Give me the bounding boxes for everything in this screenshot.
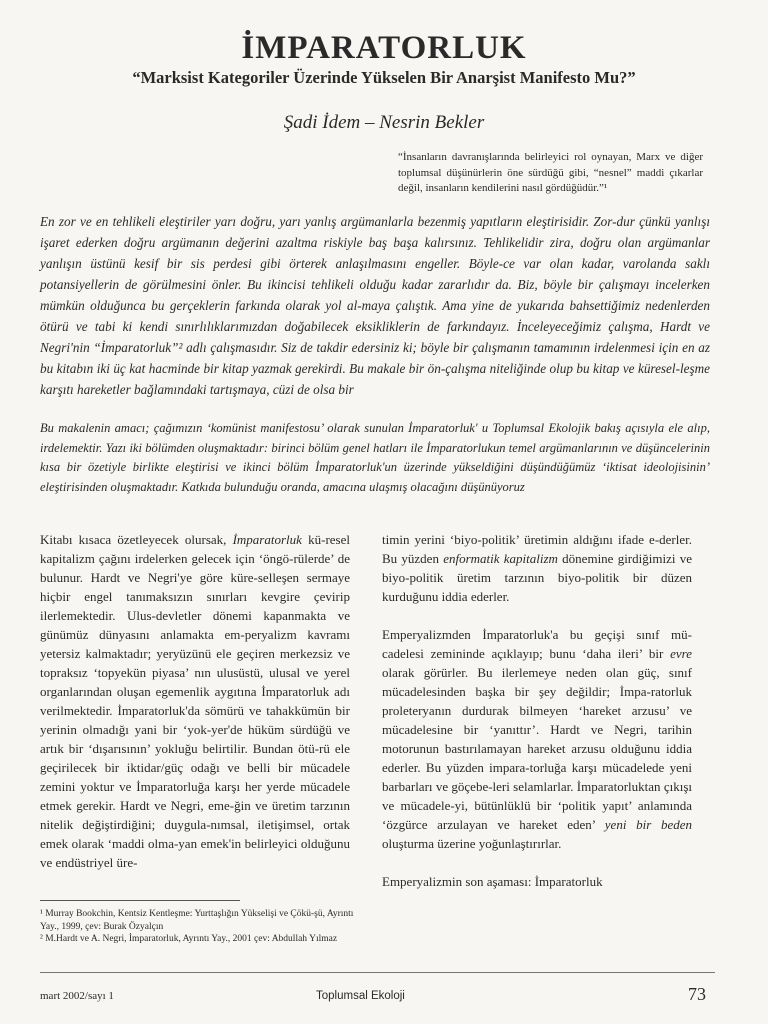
footnote-divider (40, 900, 240, 901)
journal-name: Toplumsal Ekoloji (316, 990, 405, 1002)
right-paragraph-1: timin yerini ‘biyo-politik’ üretimin aldığını ifade e-derler. Bu yüzden enformatik kapitalizm dönemine girdiğimizi ve biyo-politik üretim tarzının biyo-politik bir düzen kurduğunu iddia ederler. (382, 532, 692, 604)
right-paragraph-2: Emperyalizmden İmparatorluk'a bu geçişi sınıf mü-cadelesi zemininde açıklayıp; bunu ‘daha ileri’ bir evre olarak görürler. Bu ilerlemeye neden olan güç, sınıf mücadelesinden başka bir şey değildir; İmpa-ratorluk proleteryanın durdurak bilmeyen ‘hareket arzusu’ ve mücadelesine bir ‘yanıttır’. Hardt ve Negri, tarihin motorunun bastırılamayan hareket arzusu olduğunu iddia ederler. Bu yüzden impara-torluğa karşı mücadelede yeni barbarları ve göçebe-leri selamlarlar. İmparatorluktan çıkışı ve mücadele-yi, bütünlüklü bir ‘politik yapıt’ anlamında ‘özgürce arzulayan ve hareket eden’ yeni bir beden oluşturma üzerine yoğunlaştırırlar. (382, 627, 692, 851)
footnote-2: ² M.Hardt ve A. Negri, İmparatorluk, Ayrıntı Yay., 2001 çev: Abdullah Yılmaz (40, 934, 338, 944)
article-subtitle: “Marksist Kategoriler Üzerinde Yükselen Bir Anarşist Manifesto Mu?” (132, 68, 636, 87)
left-paragraph-1: Kitabı kısaca özetleyecek olursak, İmparatorluk kü-resel kapitalizm çağını irdelerken gelecek için ‘öngö-rülerde’ de bulunur. Hardt ve Negri'ye göre küre-selleşen sermaye hiçbir engel tanımaksızın sınırları kevgire çevirip ilerlemektedir. Ulus-devletler dönemi kapanmakta ve günümüz dünyasını anlamakta em-peryalizm kavramı yetersiz kalmaktadır; yeryüzünü ele geçiren merkezsiz ve topraksız ‘topyekün piyasa’ nın ulusüstü, ulusal ve yerel organlarından oluşan egemenlik aygıtına İmparatorluk adı verilmektedir. İmparatorluk'da sömürü ve tahakkümün bir yerinin olmadığı yani bir ‘yok-yer'de hüküm sürdüğü ve artık bir ‘dışarısının’ yokluğu belirtilir. Bundan ötü-rü ele geçirilecek bir iktidar/güç odağı ve belli bir mücadele zemini yoktur ve İmparatorluğa karşı her yerde mücadele etmek gerekir. Hardt ve Negri, eme-ğin ve üretim tarzının nitelik değiştirdiğini; duygula-nımsal, iletişimsel, ortak emek olarak ‘maddi olma-yan emek'in belirleyici olduğunu ve endüstriyel üre- (40, 532, 350, 870)
section-heading: Emperyalizmin son aşaması: İmparatorluk (382, 874, 603, 889)
abstract-paragraph: Bu makalenin amacı; çağımızın ‘komünist manifestosu’ olarak sunulan İmparatorluk' u Toplumsal Ekolojik bakış açısıyla ele alıp, irdelemektir. Yazı iki bölümden oluşmaktadır: birinci bölüm genel hatları ile İmparatorlukun temel argümanlarının ve düşüncelerinin kısa bir özetiyle birlikte eleştirisi ve ikinci bölüm İmparatorluk'un üzerinde yükseldiğini düşündüğümüz ‘iktisat ideolojisinin’ eleştirisinden oluşmaktadır. Katkıda bulunduğu oranda, amacına ulaşmış olacağını düşünüyoruz (40, 421, 710, 494)
book-title-emphasis: İmparatorluk (232, 532, 302, 547)
yeni-beden-emphasis: yeni bir beden (604, 817, 692, 832)
footnotes (40, 908, 360, 946)
left-column (40, 530, 350, 891)
issue-label: mart 2002/sayı 1 (40, 990, 114, 1002)
footer-divider (40, 972, 715, 973)
footnote-1: ¹ Murray Bookchin, Kentsiz Kentleşme: Yurttaşlığın Yükselişi ve Çökü-şü, Ayrıntı Yay., 1999, çev: Burak Özyalçın (40, 909, 354, 932)
article-title: İMPARATORLUK (241, 30, 527, 66)
article-authors: Şadi İdem – Nesrin Bekler (283, 112, 485, 133)
evre-emphasis: evre (670, 646, 692, 661)
intro-paragraph: En zor ve en tehlikeli eleştiriler yarı doğru, yarı yanlış argümanlarla bezenmiş yapıtların eleştirisidir. Zor-dur çünkü yanlışı işaret ederken doğru argümanın değerini azaltma riskiyle baş başa kalırsınız. Tehlikelidir zira, doğru olan argümanlar yanlışın üstünü kesif bir sis perdesi gibi örterek anlaşılmasını engeller. Böyle-ce var olan kadar, varolanda saklı potansiyellerin de görülmesini önler. Bu ikincisi tehlikeli olduğu kadar zararlıdır da. Biz, böyle bir çalışmayı incelerken mümkün olduğunca bu gerçeklerin farkında olarak yol al-maya çalıştık. Ama yine de yukarıda bahsettiğimiz nedenlerden ötürü ve tabi ki kendi sınırlılıklarımızdan doğabilecek eksikliklerin de farkındayız. İnceleyeceğimiz çalışma, Hardt ve Negri'nin “İmparatorluk”² adlı çalışmasıdır. Siz de takdir edersiniz ki; böyle bir çalışmanın tamamının irdelenmesi için en az bu kitabın iki üç kat hacminde bir kitap yazmak gerekirdi. Bu makale bir ön-çalışma niteliğinde olup bu kitap ve küresel-leşme karşıtı hareketler bağlamındaki tartışmaya, cüzi de olsa bir (40, 214, 710, 397)
enformatik-emphasis: enformatik kapitalizm (443, 551, 558, 566)
epigraph-quote: “İnsanların davranışlarında belirleyici rol oynayan, Marx ve diğer toplumsal düşünürlerin öne sürdüğü gibi, “nesnel” maddi çıkarlar değil, insanların kendilerini nasıl gördüğüdür.”¹ (398, 151, 703, 194)
right-column (382, 530, 692, 910)
page-number: 73 (688, 984, 706, 1004)
